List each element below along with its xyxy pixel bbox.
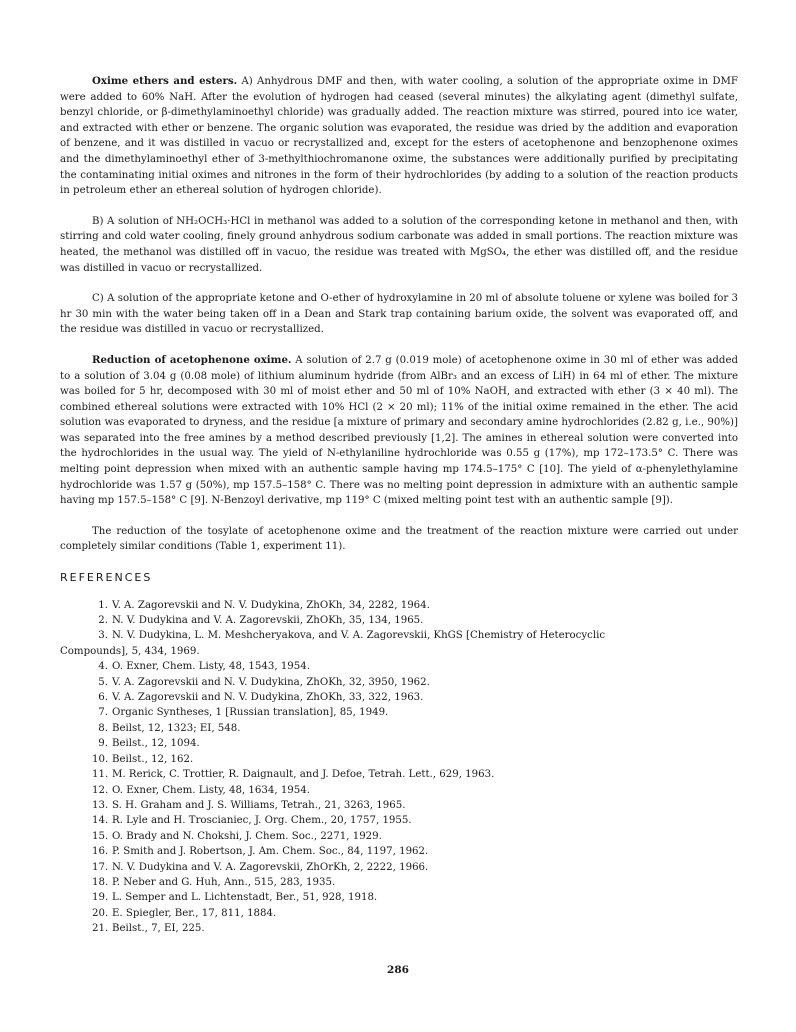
paragraph-tosylate: The reduction of the tosylate of acetophenone oxime and the treatment of the reaction mixture were carried out under completely similar conditions (Table 1, experiment 11). xyxy=(60,525,738,553)
reference-item xyxy=(92,875,738,890)
reference-text: Beilst., 12, 1094. xyxy=(112,738,200,750)
reference-text: V. A. Zagorevskii and N. V. Dudykina, ZhOKh, 34, 2282, 1964. xyxy=(112,599,430,611)
reference-text: O. Brady and N. Chokshi, J. Chem. Soc., 2271, 1929. xyxy=(112,830,382,842)
paragraph-heading: Reduction of acetophenone oxime. xyxy=(92,353,292,366)
reference-text: P. Neber and G. Huh, Ann., 515, 283, 1935. xyxy=(112,876,336,888)
reference-number: 15. xyxy=(92,830,109,842)
reference-item xyxy=(92,890,738,905)
reference-text: Beilst., 12, 162. xyxy=(112,753,194,765)
reference-number: 9. xyxy=(98,738,108,750)
reference-number: 6. xyxy=(98,692,108,704)
reference-number: 2. xyxy=(98,615,108,627)
paragraph-reduction xyxy=(60,353,738,509)
references-list xyxy=(60,598,738,937)
body-text xyxy=(60,74,738,937)
paragraph-method-c: C) A solution of the appropriate ketone and O-ether of hydroxylamine in 20 ml of absolute toluene or xylene was boiled for 3 hr 30 min with the water being taken off in a Dean and Stark trap containing barium oxide, the solvent was evaporated off, and the residue was distilled in vacuo or recrystallized. xyxy=(60,293,738,336)
paragraph-method-b: B) A solution of NH₂OCH₃·HCl in methanol was added to a solution of the corresponding ketone in methanol and then, with stirring and cold water cooling, finely ground anhydrous sodium carbonate was added in small portions. The reaction mixture was heated, the methanol was distilled off in vacuo, the residue was treated with MgSO₄, the ether was distilled off, and the residue was distilled in vacuo or recrystallized. xyxy=(60,215,738,274)
reference-number: 17. xyxy=(92,861,109,873)
paragraph-heading: Oxime ethers and esters. xyxy=(92,75,238,87)
reference-item xyxy=(60,628,738,659)
reference-number: 5. xyxy=(98,676,108,688)
reference-text: Beilst., 7, EI, 225. xyxy=(112,923,205,935)
reference-number: 19. xyxy=(92,892,109,904)
reference-text: V. A. Zagorevskii and N. V. Dudykina, ZhOKh, 32, 3950, 1962. xyxy=(112,676,430,688)
reference-item xyxy=(92,783,738,798)
reference-text: O. Exner, Chem. Listy, 48, 1634, 1954. xyxy=(112,784,310,796)
reference-text: Organic Syntheses, 1 [Russian translation], 85, 1949. xyxy=(112,707,389,719)
reference-item xyxy=(92,690,738,705)
reference-number: 11. xyxy=(92,769,109,781)
reference-number: 13. xyxy=(92,799,109,811)
reference-item xyxy=(92,705,738,720)
reference-text: E. Spiegler, Ber., 17, 811, 1884. xyxy=(112,907,277,919)
page-number: 286 xyxy=(387,964,409,976)
reference-number: 3. xyxy=(98,630,108,642)
reference-text: N. V. Dudykina and V. A. Zagorevskii, ZhOKh, 35, 134, 1965. xyxy=(112,615,424,627)
reference-number: 14. xyxy=(92,815,109,827)
references-heading: REFERENCES xyxy=(60,571,153,585)
reference-item xyxy=(92,921,738,936)
reference-number: 1. xyxy=(98,599,108,611)
reference-text: N. V. Dudykina and V. A. Zagorevskii, ZhOrKh, 2, 2222, 1966. xyxy=(112,861,429,873)
paragraph-text: A solution of 2.7 g (0.019 mole) of acetophenone oxime in 30 ml of ether was added to a solution of 3.04 g (0.08 mole) of lithium aluminum hydride (from AlBr₃ and an excess of LiH) in 64 ml of ether. The mixture was boiled for 5 hr, decomposed with 30 ml of moist ether and 50 ml of 10% NaOH, and extracted with ether (3 × 40 ml). The combined ethereal solutions were extracted with 10% HCl (2 × 20 ml); 11% of the initial oxime remained in the ether. The acid solution was evaporated to dryness, and the residue [a mixture of primary and secondary amine hydrochlorides (2.82 g, i.e., 90%)] was separated into the free amines by a method described previously [1,2]. The amines in ethereal solution were converted into the hydrochlorides in the usual way. The yield of N-ethylaniline hydrochloride was 0.55 g (17%), mp 172–173.5° C. There was melting point depression when mixed with an authentic sample having mp 174.5–175° C [10]. The yield of α-phenylethylamine hydrochloride was 1.57 g (50%), mp 157.5–158° C. There was no melting point depression in admixture with an authentic sample having mp 157.5–158° C [9]. N-Benzoyl derivative, mp 119° C (mixed melting point test with an authentic sample [9]). xyxy=(60,354,738,507)
reference-item xyxy=(92,721,738,736)
reference-number: 10. xyxy=(92,753,109,765)
reference-item xyxy=(92,829,738,844)
reference-item xyxy=(92,813,738,828)
reference-item xyxy=(92,906,738,921)
reference-item xyxy=(92,659,738,674)
reference-text-continuation: Compounds], 5, 434, 1969. xyxy=(60,645,200,657)
reference-item xyxy=(92,752,738,767)
reference-text: R. Lyle and H. Troscianiec, J. Org. Chem., 20, 1757, 1955. xyxy=(112,815,412,827)
paragraph-text: A) Anhydrous DMF and then, with water cooling, a solution of the appropriate oxime in DMF were added to 60% NaH. After the evolution of hydrogen had ceased (several minutes) the alkylating agent (dimethyl sulfate, benzyl chloride, or β-dimethylaminoethyl chloride) was gradually added. The reaction mixture was stirred, poured into ice water, and extracted with ether or benzene. The organic solution was evaporated, the residue was dried by the addition and evaporation of benzene, and it was distilled in vacuo or recrystallized and, except for the esters of acetophenone and benzophenone oximes and the dimethylaminoethyl ether of 3-methylthiochromanone oxime, the substances were additionally purified by precipitating the contaminating initial oximes and nitrones in the form of their hydrochlorides (by adding to a solution of the reaction products in petroleum ether an ethereal solution of hydrogen chloride). xyxy=(60,76,738,197)
reference-item xyxy=(92,860,738,875)
reference-number: 7. xyxy=(98,707,108,719)
reference-number: 12. xyxy=(92,784,109,796)
reference-text: N. V. Dudykina, L. M. Meshcheryakova, and V. A. Zagorevskii, KhGS [Chemistry of Heterocyclic xyxy=(112,630,606,642)
reference-item xyxy=(92,613,738,628)
reference-text: L. Semper and L. Lichtenstadt, Ber., 51, 928, 1918. xyxy=(112,892,378,904)
reference-number: 20. xyxy=(92,907,109,919)
reference-number: 16. xyxy=(92,846,109,858)
reference-number: 21. xyxy=(92,923,109,935)
paragraph-oxime-ethers xyxy=(60,74,738,199)
reference-text: Beilst, 12, 1323; EI, 548. xyxy=(112,722,241,734)
reference-number: 8. xyxy=(98,722,108,734)
reference-item xyxy=(92,767,738,782)
reference-text: P. Smith and J. Robertson, J. Am. Chem. Soc., 84, 1197, 1962. xyxy=(112,846,429,858)
reference-text: M. Rerick, C. Trottier, R. Daignault, and J. Defoe, Tetrah. Lett., 629, 1963. xyxy=(112,769,495,781)
reference-number: 4. xyxy=(98,661,108,673)
reference-text: S. H. Graham and J. S. Williams, Tetrah., 21, 3263, 1965. xyxy=(112,799,406,811)
reference-number: 18. xyxy=(92,876,109,888)
reference-item xyxy=(92,736,738,751)
reference-text: V. A. Zagorevskii and N. V. Dudykina, ZhOKh, 33, 322, 1963. xyxy=(112,692,424,704)
reference-item xyxy=(92,844,738,859)
reference-item xyxy=(92,675,738,690)
reference-text: O. Exner, Chem. Listy, 48, 1543, 1954. xyxy=(112,661,310,673)
reference-item xyxy=(92,798,738,813)
reference-item xyxy=(92,598,738,613)
